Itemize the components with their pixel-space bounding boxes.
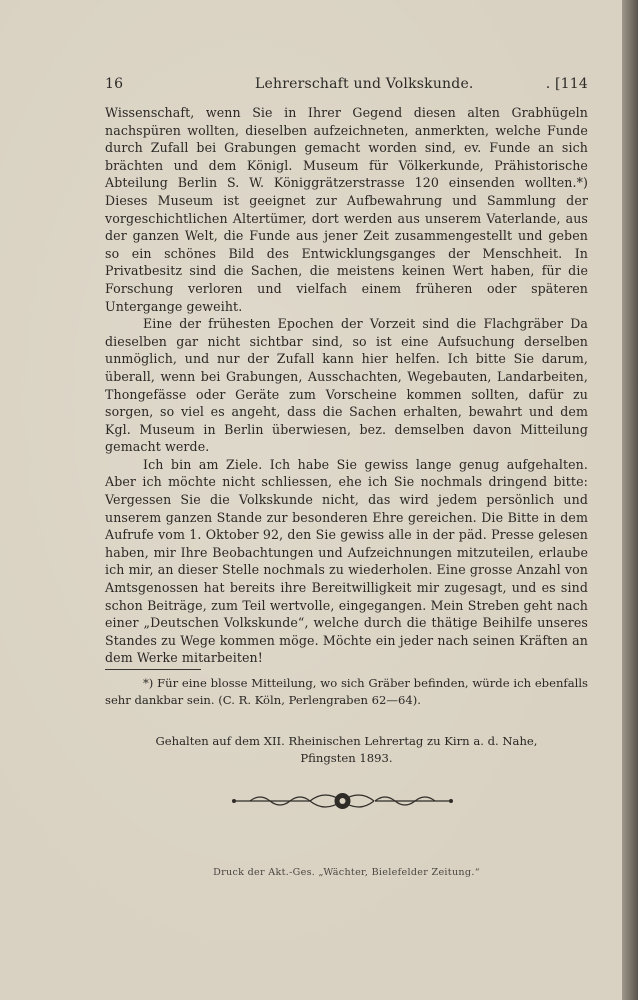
closing-note [105, 733, 588, 766]
main-text [105, 104, 588, 667]
footnote-rule [105, 669, 201, 670]
footnote: *) Für eine blosse Mitteilung, wo sich Gräber befinden, würde ich ebenfalls sehr dankbar sein. (C. R. Köln, Perlengraben 62—64). [105, 676, 588, 707]
page-number: 16 [105, 76, 124, 92]
paragraph-3: Ich bin am Ziele. Ich habe Sie gewiss lange genug aufgehalten. Aber ich möchte nicht schliessen, ehe ich Sie nochmals dringend bitte: Vergessen Sie die Volkskunde nicht, das wird jedem persönlich und unserem ganzen Stande zur besonderen Ehre gereichen. Die Bitte in dem Aufrufe vom 1. Oktober 92, den Sie gewiss alle in der päd. Presse gelesen haben, mir Ihre Beobachtungen und Aufzeichnungen mitzuteilen, erlaube ich mir, an dieser Stelle nochmals zu wiederholen. Eine grosse Anzahl von Amtsgenossen hat bereits ihre Bereitwilligkeit mir zugesagt, und es sind schon Beiträge, zum Teil wertvolle, eingegangen. Mein Streben geht nach einer „Deutschen Volkskunde“, welche durch die thätige Beihilfe unseres Standes zu Wege kommen möge. Möchte ein jeder nach seinen Kräften an dem Werke mitarbeiten! [105, 456, 588, 666]
page-header [105, 76, 588, 100]
printer-imprint: Druck der Akt.-Ges. „Wächter, Bielefelder Zeitung.“ [213, 867, 480, 878]
running-title: Lehrerschaft und Volkskunde. [255, 76, 474, 92]
closing-line-2: Pfingsten 1893. [300, 750, 393, 765]
section-marker: . [114 [545, 76, 588, 92]
paragraph-2: Eine der frühesten Epochen der Vorzeit sind die Flachgräber Da dieselben gar nicht sichtbar sind, so ist eine Aufsuchung derselben unmöglich, und nur der Zufall kann hier helfen. Ich bitte Sie darum, überall, wenn bei Grabungen, Ausschachten, Wegebauten, Landarbeiten, Thongefässe oder Geräte zum Vorscheine kommen sollten, dafür zu sorgen, so viel es angeht, dass die Sachen erhalten, bewahrt und dem Kgl. Museum in Berlin überwiesen, bez. demselben davon Mitteilung gemacht werde. [105, 316, 588, 455]
page-edge-shadow [622, 0, 638, 1000]
closing-line-1: Gehalten auf dem XII. Rheinischen Lehrertag zu Kirn a. d. Nahe, [155, 734, 538, 748]
ornament-divider-icon [230, 788, 455, 814]
paragraph-1: Wissenschaft, wenn Sie in Ihrer Gegend diesen alten Grabhügeln nachspüren wollten, dieselben aufzeichneten, anmerkten, welche Funde durch Zufall bei Grabungen gemacht worden sind, ev. Funde an sich brächten und dem Königl. Museum für Völkerkunde, Prähistorische Abteilung Berlin S. W. Königgrätzerstrasse 120 einsenden wollten.*) Dieses Museum ist geeignet zur Aufbewahrung und Sammlung der vorgeschichtlichen Altertümer, dort werden aus unserem Vaterlande, aus der ganzen Welt, die Funde aus jener Zeit zusammengestellt und geben so ein schönes Bild des Entwicklungsganges der Menschheit. In Privatbesitz sind die Sachen, die meistens keinen Wert haben, für die Forschung verloren und vielfach einem früheren oder späteren Untergange geweiht. [105, 105, 588, 314]
